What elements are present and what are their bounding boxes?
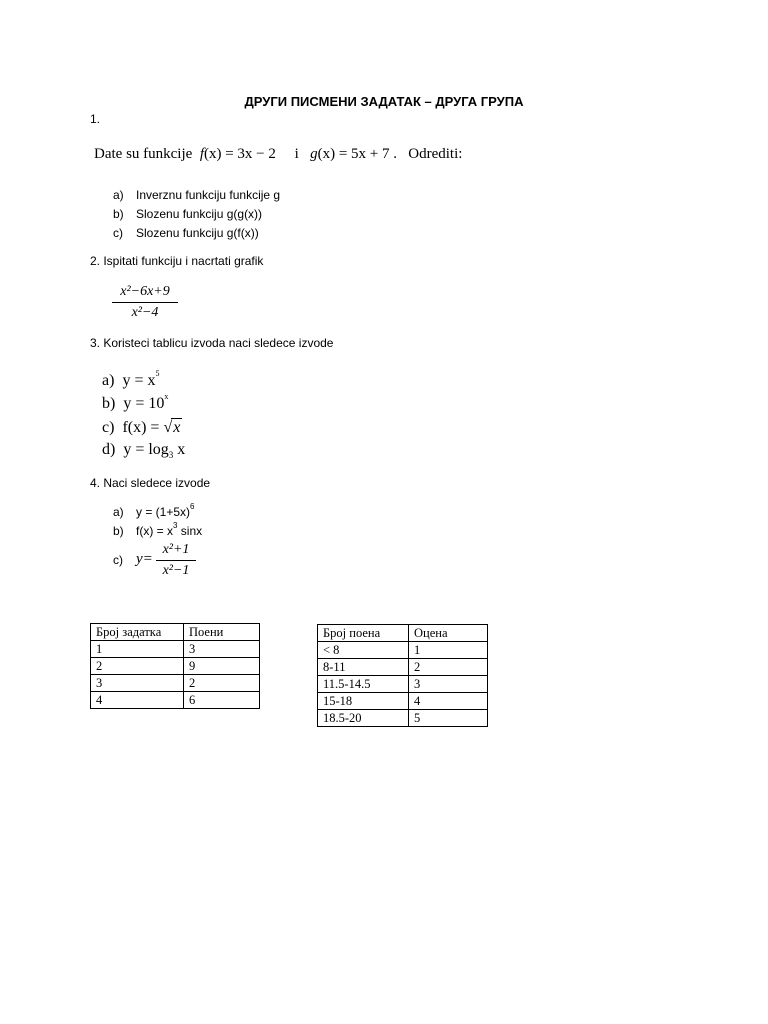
fraction-bar [112,302,178,303]
task1-odrediti: Odrediti: [408,146,463,162]
table-row [318,659,488,676]
table-cell: 11.5-14.5 [318,676,409,693]
fraction-bar [156,560,196,561]
task3-item-a-sup: 5 [155,369,160,378]
task4-item-b-text [136,521,203,538]
task4-item-a-expr: y = (1+5x) [136,505,191,519]
task1-lead: Date su funkcije [94,146,193,162]
table-cell: 2 [184,675,260,692]
task4-item-b-sup: 3 [173,521,178,530]
task3-item-a [102,369,160,390]
table-cell: 1 [409,642,488,659]
table-row [91,675,260,692]
table-cell: 3 [184,641,260,658]
task3-item-c-arg: x [173,419,181,436]
task3-item-d-sub: 3 [168,450,174,461]
table-cell: 4 [409,693,488,710]
table-cell: 6 [184,692,260,709]
table-header-row [91,624,260,641]
task3-item-b-marker: b) [102,395,116,412]
task4-item-a-marker: a) [113,505,124,519]
task3-item-b-lhs: y = 10 [123,395,165,412]
task3-item-a-marker: a) [102,372,115,389]
table-cell: 3 [409,676,488,693]
task3-item-d-tail: x [173,441,186,458]
task2-heading: 2. Ispitati funkciju i nacrtati grafik [90,254,264,268]
task3-item-c-marker: c) [102,419,115,436]
task4-item-b-pre: f(x) = x [136,524,174,538]
task1-item-c-text: Slozenu funkciju g(f(x)) [136,226,259,240]
table-row [318,642,488,659]
table-row [318,676,488,693]
task4-item-c-lhs: y= [136,551,153,567]
table-header-cell: Број поена [318,625,409,642]
task3-item-b-sup: x [164,392,169,401]
task3-item-b [102,392,169,413]
table-cell: 9 [184,658,260,675]
task3-item-c [102,418,182,437]
task1-item-b-marker: b) [113,207,124,221]
task1-g-rhs: (x) = 5x + 7 . [317,146,397,162]
table-cell: 18.5-20 [318,710,409,727]
task1-item-a-text: Inverznu funkciju funkcije g [136,188,281,202]
table-header-cell: Број задатка [91,624,184,641]
table-row [91,692,260,709]
points-table [90,623,260,709]
task4-item-c-marker: c) [113,553,123,567]
task2-fraction [112,284,178,321]
task1-statement [94,146,462,163]
table-cell: 8-11 [318,659,409,676]
task1-f-rhs: (x) = 3x − 2 [203,146,276,162]
task3-item-c-lhs: f(x) = √ [122,419,173,436]
task1-g-name: g [310,146,318,162]
task4-item-a-text [136,502,195,519]
task3-item-d-lhs: y = log [123,441,169,458]
task4-item-c-denominator: x²−1 [162,563,190,578]
task3-item-d [102,441,185,460]
task3-item-d-marker: d) [102,441,116,458]
task4-item-c-fraction [156,542,196,579]
task4-item-b-marker: b) [113,524,124,538]
task4-item-c-numerator: x²+1 [162,542,190,557]
task2-denominator: x²−4 [131,305,159,320]
table-row [91,641,260,658]
task4-item-b-post: sinx [177,524,203,538]
task4-item-a-sup: 6 [190,502,195,511]
table-cell: < 8 [318,642,409,659]
task1-number: 1. [90,112,101,126]
table-cell: 4 [91,692,184,709]
table-cell: 1 [91,641,184,658]
grades-table [317,624,488,727]
table-cell: 2 [91,658,184,675]
task1-item-b-text: Slozenu funkciju g(g(x)) [136,207,263,221]
table-cell: 2 [409,659,488,676]
task1-item-a-marker: a) [113,188,124,202]
task3-item-a-lhs: y = x [122,372,156,389]
table-cell: 15-18 [318,693,409,710]
task4-heading: 4. Naci sledece izvode [90,476,211,490]
task1-conj: i [294,146,299,162]
table-row [91,658,260,675]
task1-f-name: f [199,146,204,162]
page-title: ДРУГИ ПИСМЕНИ ЗАДАТАК – ДРУГА ГРУПА [244,94,524,109]
table-header-cell: Поени [184,624,260,641]
task3-heading: 3. Koristeci tablicu izvoda naci sledece izvode [90,336,334,350]
table-header-cell: Оцена [409,625,488,642]
task1-item-c-marker: c) [113,226,123,240]
task2-numerator: x²−6x+9 [120,284,170,299]
table-cell: 3 [91,675,184,692]
table-row [318,693,488,710]
table-row [318,710,488,727]
table-header-row [318,625,488,642]
table-cell: 5 [409,710,488,727]
